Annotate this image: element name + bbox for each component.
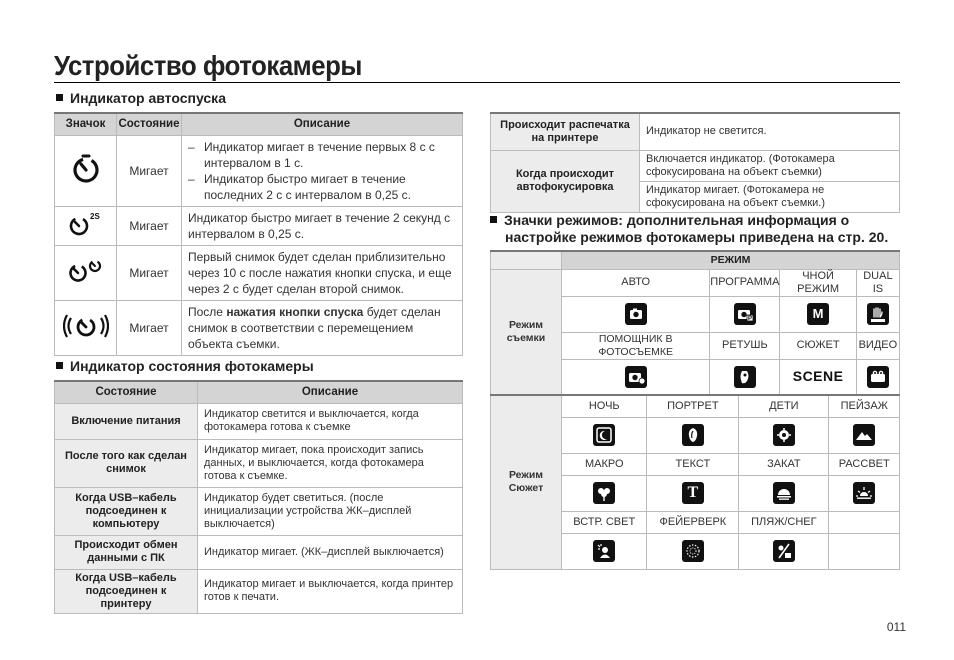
desc-cell: Индикатор быстро мигает в течение 2 секунд с интервалом в 0,25 с. bbox=[182, 206, 463, 245]
col-header-desc: Описание bbox=[198, 381, 463, 403]
scene-mode-table bbox=[490, 394, 900, 570]
desc-cell: Первый снимок будет сделан приблизительно через 10 с после нажатия кнопки спуска, и еще через 2 с будет сделан второй снимок. bbox=[182, 245, 463, 300]
night-icon bbox=[562, 417, 647, 453]
manual-mode-icon: M bbox=[780, 296, 856, 332]
children-icon bbox=[739, 417, 829, 453]
landscape-icon bbox=[829, 417, 900, 453]
table-row bbox=[491, 269, 900, 296]
col-header-state: Состояние bbox=[117, 113, 182, 135]
mode-label: ПЕЙЗАЖ bbox=[829, 395, 900, 417]
text-icon: T bbox=[647, 475, 739, 511]
state-cell: Мигает bbox=[117, 300, 182, 355]
camera-status-table bbox=[54, 380, 463, 614]
mode-label: ПОРТРЕТ bbox=[647, 395, 739, 417]
dawn-icon bbox=[829, 475, 900, 511]
col-header-state: Состояние bbox=[55, 381, 198, 403]
mode-label: ВСТР. СВЕТ bbox=[562, 511, 647, 533]
mode-label: ПРОГРАММА bbox=[710, 269, 780, 296]
state-cell: Мигает bbox=[117, 206, 182, 245]
desc-cell: Индикатор мигает. (ЖК–дисплей выключается) bbox=[198, 535, 463, 569]
motion-timer-icon bbox=[55, 300, 117, 355]
table-row bbox=[491, 150, 900, 181]
desc-cell: Индикатор мигает. (Фотокамера не сфокусирована на объект съемки.) bbox=[640, 181, 900, 212]
page-title: Устройство фотокамеры bbox=[54, 50, 362, 81]
state-cell: После того как сделан снимок bbox=[55, 439, 198, 487]
auto-camera-icon bbox=[562, 296, 710, 332]
camera-status-heading bbox=[56, 358, 314, 375]
portrait-icon bbox=[647, 417, 739, 453]
mode-heading-line1: Значки режимов: дополнительная информация о bbox=[504, 212, 850, 228]
table-row bbox=[55, 403, 463, 439]
mode-label: АВТО bbox=[562, 269, 710, 296]
col-header-desc: Описание bbox=[182, 113, 463, 135]
desc-item: – Индикатор мигает в течение первых 8 с с интервалом в 1 с. bbox=[188, 139, 456, 171]
state-cell: Мигает bbox=[117, 135, 182, 206]
macro-icon bbox=[562, 475, 647, 511]
program-camera-icon bbox=[710, 296, 780, 332]
bullet-icon bbox=[56, 94, 63, 101]
state-cell: Происходит обмен данными с ПК bbox=[55, 535, 198, 569]
state-cell: Происходит распечатка на принтере bbox=[491, 113, 640, 150]
corner-cell bbox=[491, 251, 562, 269]
photo-help-icon bbox=[562, 359, 710, 395]
title-divider bbox=[54, 82, 900, 83]
self-timer-2s-icon bbox=[55, 206, 117, 245]
table-row bbox=[55, 535, 463, 569]
mode-label bbox=[829, 511, 900, 533]
self-timer-10s-icon bbox=[55, 135, 117, 206]
movie-icon bbox=[856, 359, 899, 395]
table-row bbox=[491, 395, 900, 417]
mode-label: РАССВЕТ bbox=[829, 453, 900, 475]
desc-cell: После нажатия кнопки спуска будет сделан снимок в соответствии с перемещением объекта съемки. bbox=[182, 300, 463, 355]
desc-item: – Индикатор быстро мигает в течение последних 2 с с интервалом в 0,25 с. bbox=[188, 171, 456, 203]
state-cell: Мигает bbox=[117, 245, 182, 300]
mode-heading-line2: настройке режимов фотокамеры приведена на стр. 20. bbox=[505, 229, 889, 245]
desc-cell: Индикатор мигает и выключается, когда принтер готов к печати. bbox=[198, 569, 463, 613]
mode-label: ТЕКСТ bbox=[647, 453, 739, 475]
state-cell: Когда происходит автофокусировка bbox=[491, 150, 640, 212]
double-timer-icon bbox=[55, 245, 117, 300]
svg-text:P: P bbox=[747, 316, 752, 322]
table-row bbox=[55, 300, 463, 355]
mode-header: РЕЖИМ bbox=[562, 251, 900, 269]
sunset-icon bbox=[739, 475, 829, 511]
scene-mode-label: Режим Сюжет bbox=[491, 395, 562, 569]
backlight-icon bbox=[562, 533, 647, 569]
desc-cell: Индикатор мигает, пока происходит запись данных, и выключается, когда фотокамера готова к съемке. bbox=[198, 439, 463, 487]
mode-label: МАКРО bbox=[562, 453, 647, 475]
beauty-shot-icon bbox=[710, 359, 780, 395]
camera-status-heading-text: Индикатор состояния фотокамеры bbox=[70, 358, 314, 374]
self-timer-heading-text: Индикатор автоспуска bbox=[70, 90, 226, 106]
page-number: 011 bbox=[886, 620, 906, 634]
state-cell: Когда USB–кабель подсоединен к принтеру bbox=[55, 569, 198, 613]
mode-label: РЕТУШЬ bbox=[710, 332, 780, 359]
desc-cell bbox=[182, 135, 463, 206]
self-timer-table bbox=[54, 112, 463, 356]
desc-cell: Индикатор будет светиться. (после инициализации устройства ЖК–дисплей выключается) bbox=[198, 487, 463, 535]
col-header-icon: Значок bbox=[55, 113, 117, 135]
bold-phrase: нажатия кнопки спуска bbox=[226, 304, 364, 319]
shooting-mode-table bbox=[490, 250, 900, 396]
mode-label: ЗАКАТ bbox=[739, 453, 829, 475]
self-timer-heading bbox=[56, 90, 226, 107]
camera-status-cont-table bbox=[490, 112, 900, 213]
mode-label: ДЕТИ bbox=[739, 395, 829, 417]
shooting-mode-label: Режим съемки bbox=[491, 269, 562, 395]
mode-label: DUAL IS bbox=[856, 269, 899, 296]
desc-cell: Индикатор светится и выключается, когда фотокамера готова к съемке bbox=[198, 403, 463, 439]
table-row bbox=[55, 487, 463, 535]
table-row bbox=[55, 569, 463, 613]
bullet-icon bbox=[490, 216, 497, 223]
table-row bbox=[491, 113, 900, 150]
dual-is-icon bbox=[856, 296, 899, 332]
mode-label: СЮЖЕТ bbox=[780, 332, 856, 359]
bullet-icon bbox=[56, 362, 63, 369]
beach-snow-icon bbox=[739, 533, 829, 569]
mode-label: ЧНОЙ РЕЖИМ bbox=[780, 269, 856, 296]
mode-label: ПОМОЩНИК В ФОТОСЪЕМКЕ bbox=[562, 332, 710, 359]
desc-cell: Индикатор не светится. bbox=[640, 113, 900, 150]
empty-cell bbox=[829, 533, 900, 569]
table-row bbox=[55, 206, 463, 245]
scene-icon: SCENE bbox=[780, 359, 856, 395]
fireworks-icon bbox=[647, 533, 739, 569]
mode-label: ВИДЕО bbox=[856, 332, 899, 359]
desc-cell: Включается индикатор. (Фотокамера сфокусирована на объект съемки) bbox=[640, 150, 900, 181]
table-row bbox=[55, 245, 463, 300]
table-row bbox=[55, 439, 463, 487]
state-cell: Когда USB–кабель подсоединен к компьютеру bbox=[55, 487, 198, 535]
mode-icons-heading bbox=[490, 212, 888, 246]
mode-label: ПЛЯЖ/СНЕГ bbox=[739, 511, 829, 533]
mode-label: ФЕЙЕРВЕРК bbox=[647, 511, 739, 533]
mode-label: НОЧЬ bbox=[562, 395, 647, 417]
state-cell: Включение питания bbox=[55, 403, 198, 439]
svg-text:2S: 2S bbox=[89, 211, 100, 221]
table-row bbox=[55, 135, 463, 206]
